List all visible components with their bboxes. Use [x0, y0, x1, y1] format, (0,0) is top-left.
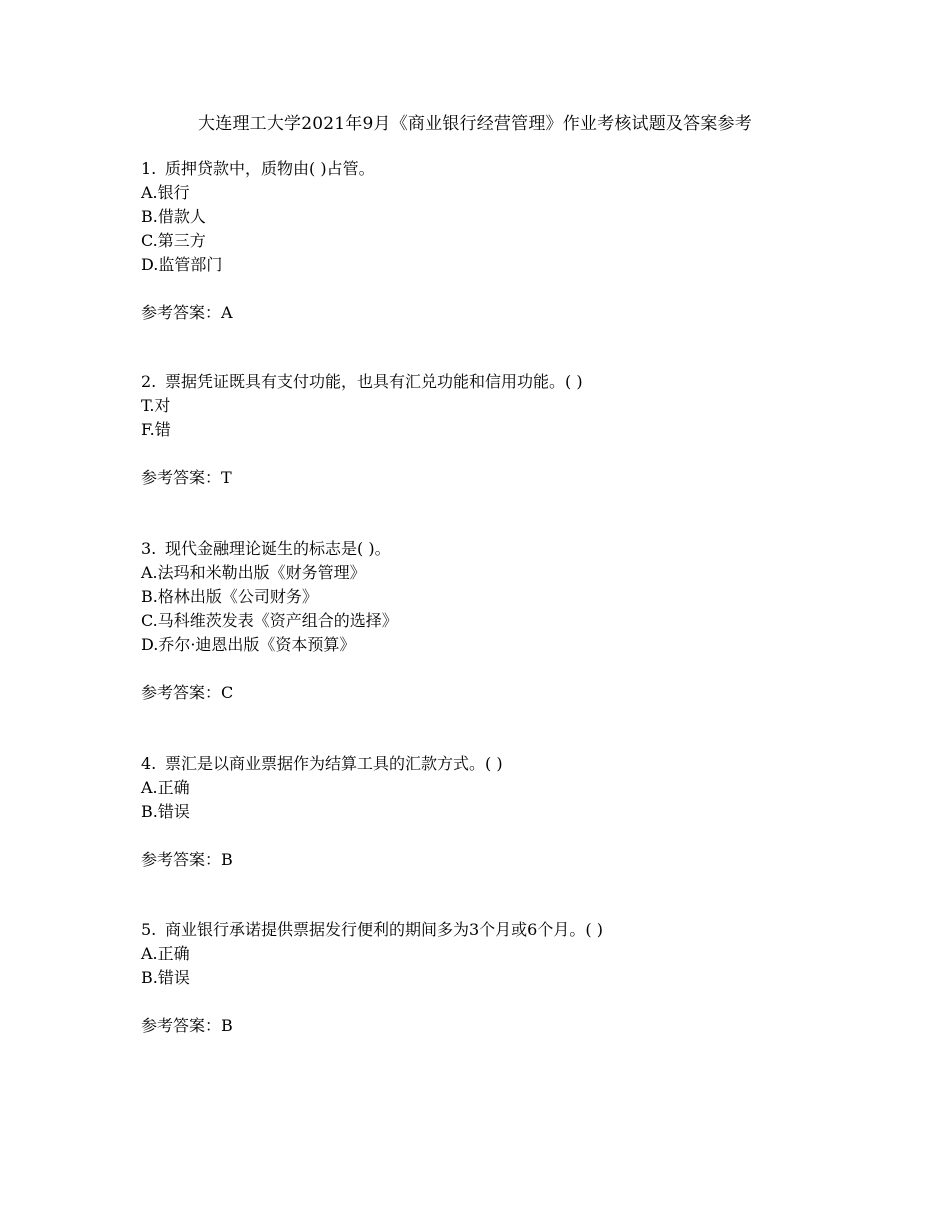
option: A.正确: [141, 944, 190, 963]
option: B.错误: [141, 968, 190, 987]
question-1: [141, 157, 901, 325]
question-text: 票汇是以商业票据作为结算工具的汇款方式。( ): [165, 754, 503, 773]
reference-answer: 参考答案：B: [141, 850, 233, 869]
question-stem: [141, 752, 901, 776]
option: C.马科维茨发表《资产组合的选择》: [141, 611, 398, 630]
question-number: 5.: [141, 920, 157, 939]
question-stem: [141, 370, 901, 394]
option: F.错: [141, 420, 171, 439]
option: A.正确: [141, 778, 190, 797]
question-number: 4.: [141, 754, 157, 773]
question-number: 2.: [141, 372, 157, 391]
option: A.法玛和米勒出版《财务管理》: [141, 563, 366, 582]
question-stem: [141, 537, 901, 561]
document-title: 大连理工大学2021年9月《商业银行经营管理》作业考核试题及答案参考: [198, 114, 752, 134]
question-text: 质押贷款中，质物由( )占管。: [165, 159, 375, 178]
reference-answer: 参考答案：T: [141, 468, 232, 487]
option: A.银行: [141, 183, 190, 202]
question-2: [141, 370, 901, 490]
option: C.第三方: [141, 231, 206, 250]
option: B.格林出版《公司财务》: [141, 587, 318, 606]
question-5: [141, 918, 901, 1038]
question-stem: [141, 918, 901, 942]
question-number: 3.: [141, 539, 157, 558]
question-4: [141, 752, 901, 872]
question-stem: [141, 157, 901, 181]
reference-answer: 参考答案：A: [141, 303, 233, 322]
option: D.乔尔·迪恩出版《资本预算》: [141, 635, 356, 654]
question-text: 票据凭证既具有支付功能，也具有汇兑功能和信用功能。( ): [165, 372, 583, 391]
question-number: 1.: [141, 159, 157, 178]
option: B.错误: [141, 802, 190, 821]
option: T.对: [141, 396, 171, 415]
question-text: 商业银行承诺提供票据发行便利的期间多为3个月或6个月。( ): [165, 920, 603, 939]
reference-answer: 参考答案：C: [141, 683, 234, 702]
question-text: 现代金融理论诞生的标志是( )。: [165, 539, 391, 558]
reference-answer: 参考答案：B: [141, 1016, 233, 1035]
option: D.监管部门: [141, 255, 223, 274]
question-3: [141, 537, 901, 705]
option: B.借款人: [141, 207, 206, 226]
